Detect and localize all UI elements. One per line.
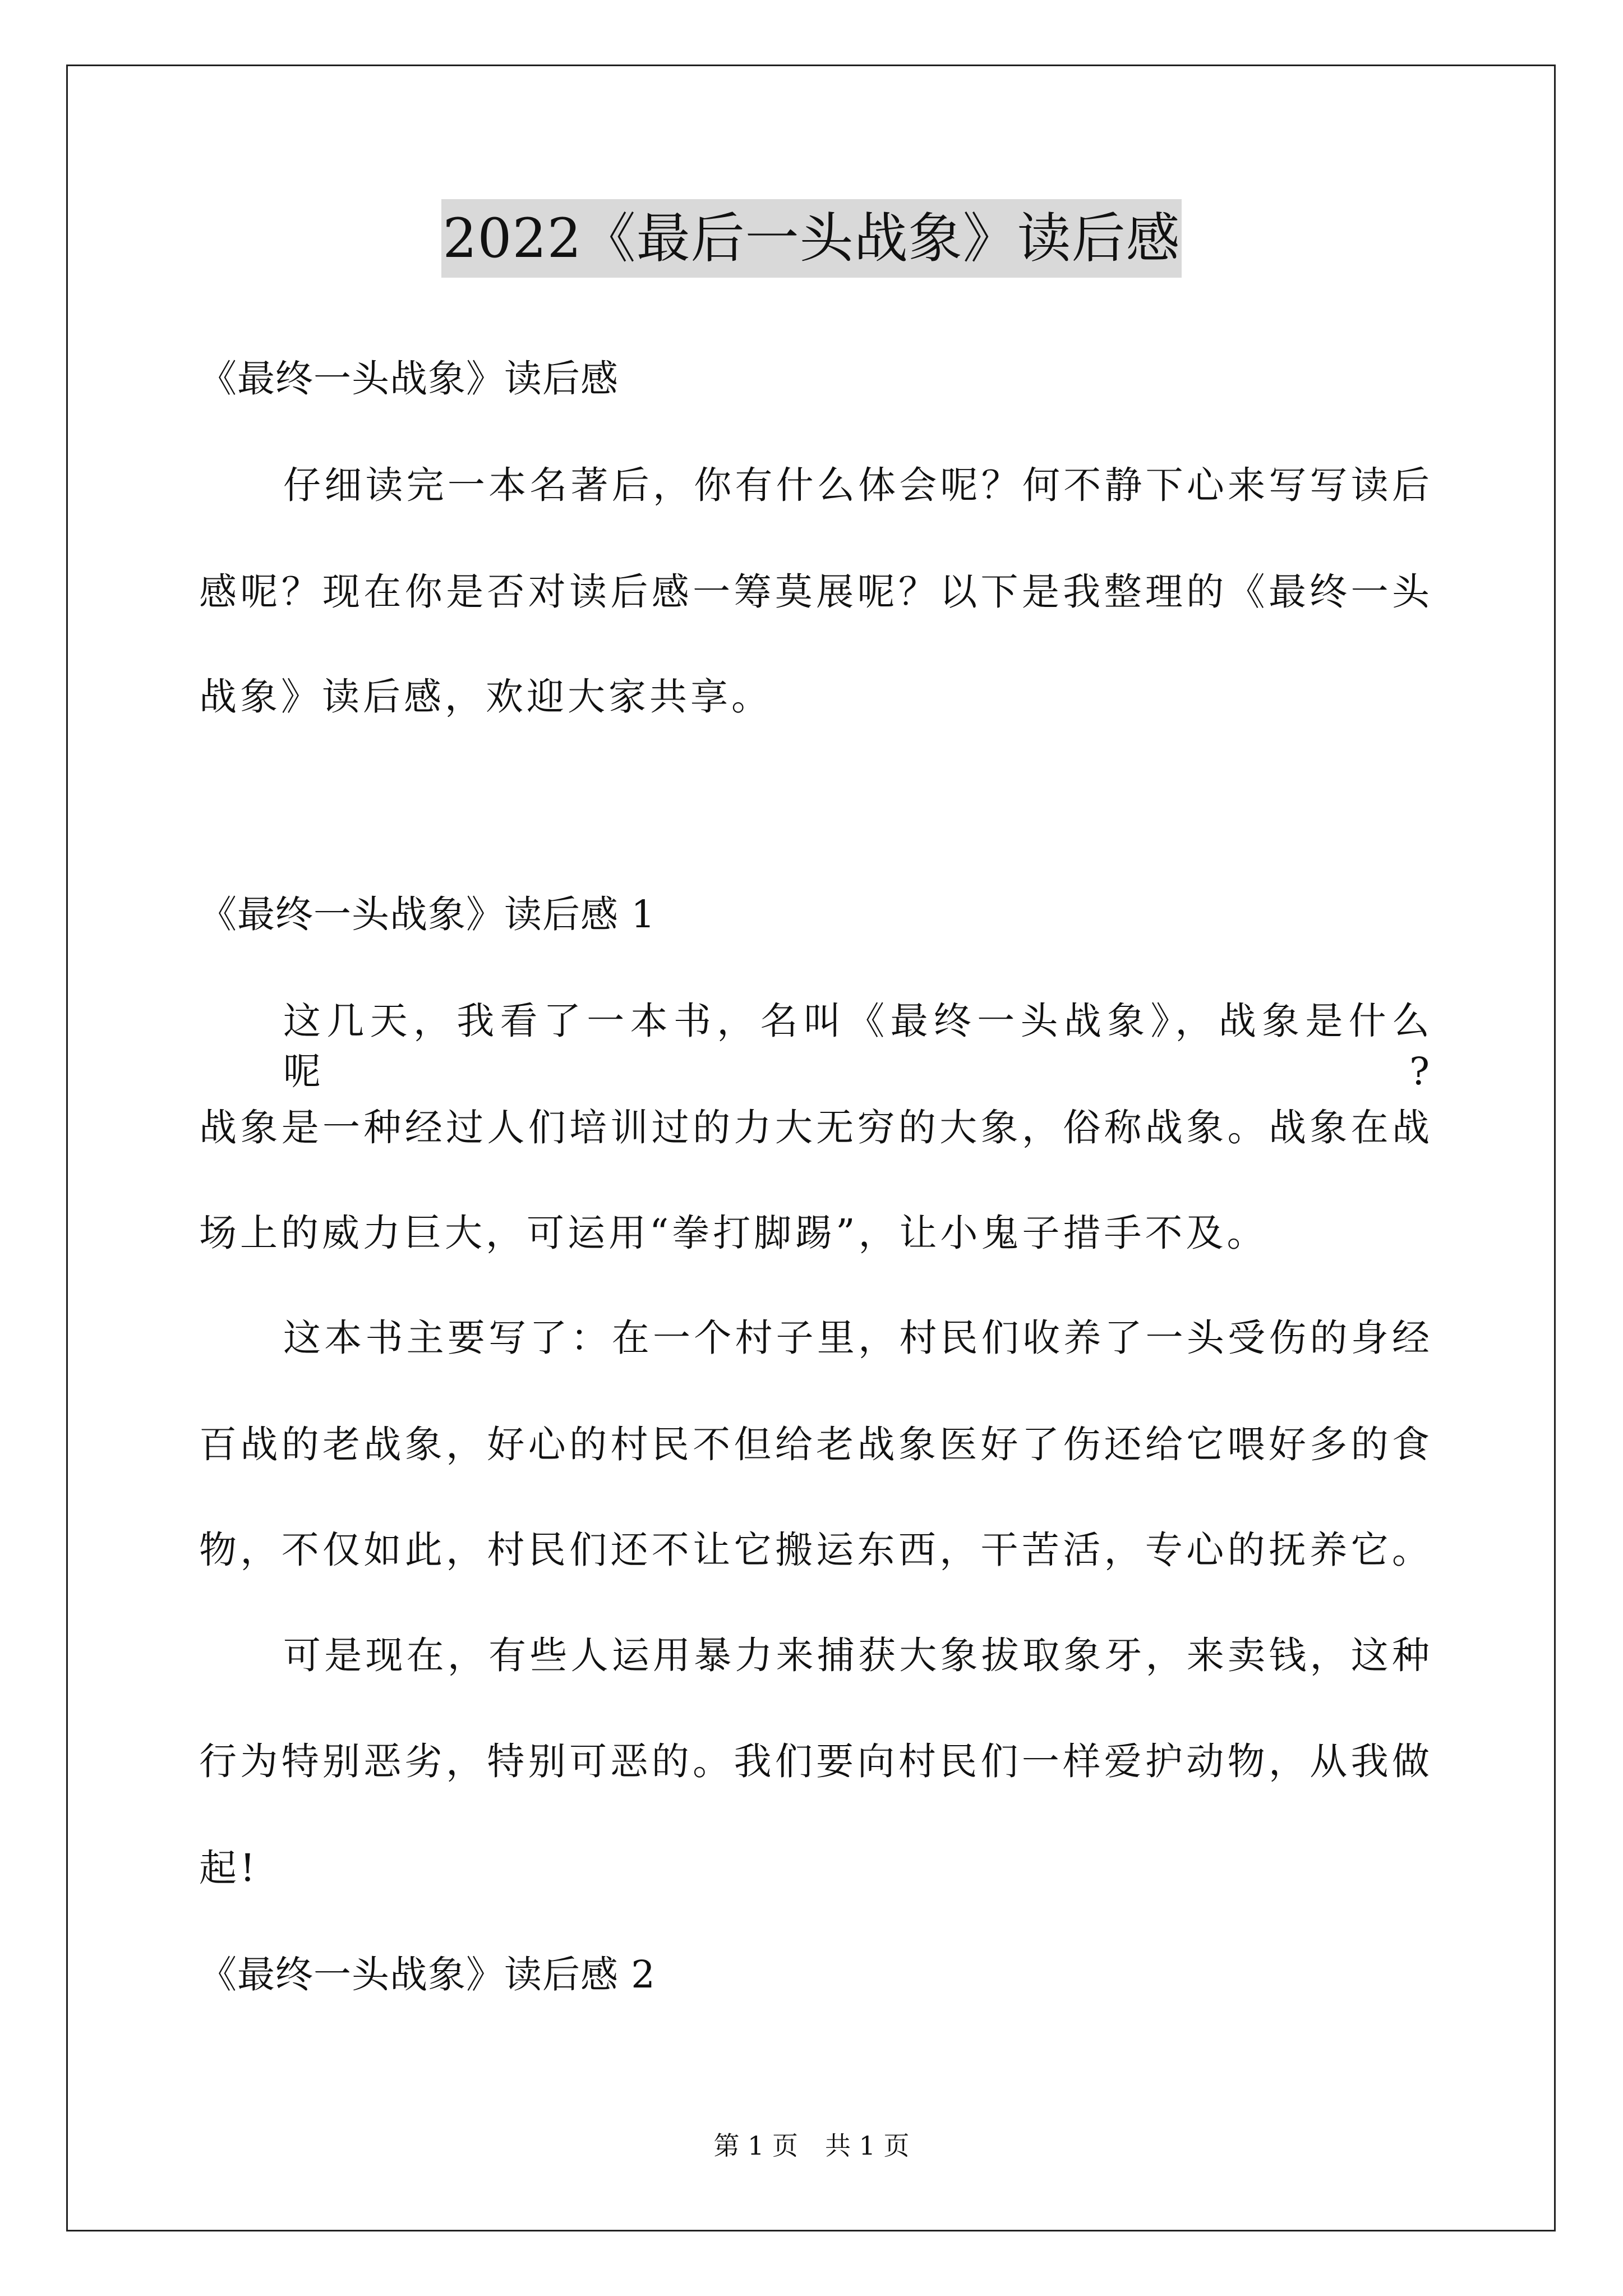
paragraph-line: 战象是一种经过人们培训过的力大无穷的大象，俗称战象。战象在战 [199,1106,1433,1149]
paragraph-line: 物，不仅如此，村民们还不让它搬运东西，干苦活，专心的抚养它。 [199,1528,1433,1572]
paragraph-line: 这本书主要写了：在一个村子里，村民们收养了一头受伤的身经 [283,1316,1433,1360]
section-heading-intro: 《最终一头战象》读后感 [199,357,619,401]
page-number: 第 1 页 [713,2131,798,2161]
paragraph-line: 百战的老战象，好心的村民不但给老战象医好了伤还给它喂好多的食 [199,1423,1433,1466]
paragraph-line: 起! [199,1846,259,1890]
paragraph-line: 场上的威力巨大，可运用“拳打脚踢”，让小鬼子措手不及。 [199,1211,1268,1255]
paragraph-line: 战象》读后感，欢迎大家共享。 [199,675,772,719]
page-footer [0,2129,1623,2162]
paragraph-line: 可是现在，有些人运用暴力来捕获大象拔取象牙，来卖钱，这种 [283,1634,1433,1677]
paragraph-line: 行为特别恶劣，特别可恶的。我们要向村民们一样爱护动物，从我做 [199,1740,1433,1783]
document-title: 2022《最后一头战象》读后感 [441,199,1181,278]
page-total: 共 1 页 [825,2131,910,2161]
section-heading-1: 《最终一头战象》读后感 1 [199,892,656,936]
title-wrap [0,199,1623,278]
paragraph-line: 这几天，我看了一本书，名叫《最终一头战象》，战象是什么呢? [283,999,1433,1093]
section-heading-2: 《最终一头战象》读后感 2 [199,1953,656,1996]
paragraph-line: 感呢？现在你是否对读后感一筹莫展呢？以下是我整理的《最终一头 [199,570,1433,614]
paragraph-line: 仔细读完一本名著后，你有什么体会呢？何不静下心来写写读后 [283,463,1433,507]
